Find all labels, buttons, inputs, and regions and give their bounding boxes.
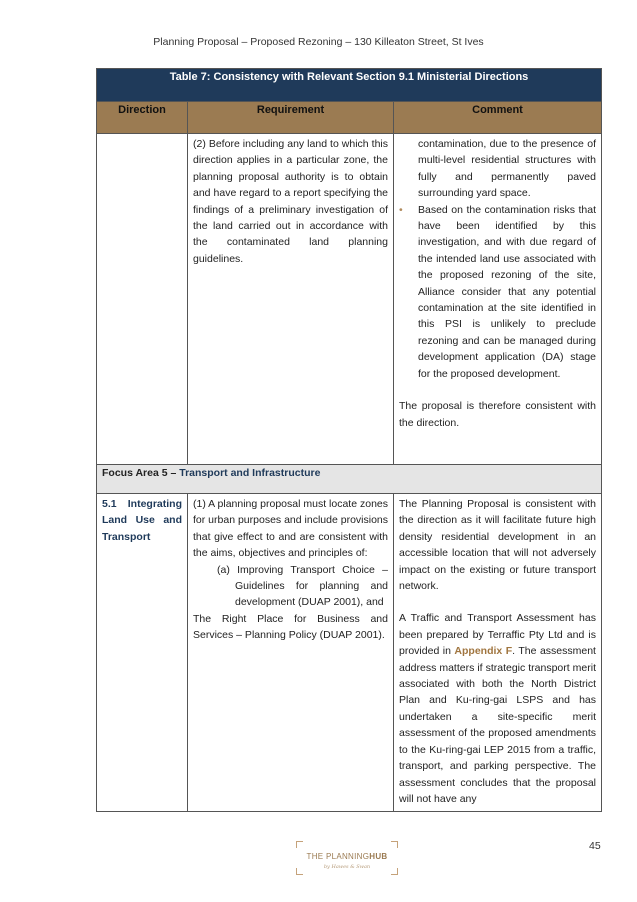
focus-area-heading: Focus Area 5 – Transport and Infrastructure [97, 465, 602, 494]
comment-cell [394, 134, 602, 465]
table-row [97, 494, 602, 812]
page-number: 45 [589, 840, 601, 852]
direction-cell: 5.1 Integrating Land Use and Transport [97, 494, 188, 812]
bullet-icon: • [399, 203, 403, 216]
requirement-intro: (1) A planning proposal must locate zones for urban purposes and include provisions that give effect to and are consistent with the aims, objectives and principles of: [193, 498, 388, 560]
comment-paragraph-2: A Traffic and Transport Assessment has been prepared by Terraffic Pty Ltd and is provided in Appendix F. The assessment address matters if strategic transport merit associated with both the North District Plan and Ku-ring-gai LSPS and has undertaken a site-specific merit assessment of the proposed amendments to the Ku-ring-gai LEP 2015 from a traffic, transport, and parking perspective. The assessment concludes that the proposal will not have any [399, 612, 596, 805]
focus-area-row [97, 465, 602, 494]
page-header: Planning Proposal – Proposed Rezoning – 130 Killeaton Street, St Ives [153, 36, 484, 48]
comment-continued: contamination, due to the presence of multi-level residential structures with fully and permanently paved surrounding yard space. [418, 138, 596, 200]
table-row [97, 134, 602, 465]
comment-bullet: • Based on the contamination risks that have been identified by this investigation, and with due regard of the intended land use associated with the proposed rezoning of the site, Alliance consider that any potential contamination at the site identified in this PSI is unlikely to preclude rezoning and can be managed during development application (DA) stage for the proposed development. [399, 203, 596, 380]
column-header-comment: Comment [394, 102, 602, 134]
requirement-cell: (2) Before including any land to which this direction applies in a particular zone, the planning proposal authority is to obtain and have regard to a report specifying the findings of a preliminary investigation of the land carried out in accordance with the contaminated land planning guidelines. [188, 134, 394, 465]
requirement-item-a: (a) Improving Transport Choice – Guidelines for planning and development (DUAP 2001), and [217, 563, 388, 609]
direction-cell [97, 134, 188, 465]
logo-wordmark: THE PLANNINGHUB [306, 852, 388, 861]
requirement-tail: The Right Place for Business and Services – Planning Policy (DUAP 2001). [193, 612, 388, 642]
comment-paragraph-1: The Planning Proposal is consistent with the direction as it will facilitate future high density residential development in an accessible location that will not adversely impact on the existing or future transport network. [399, 498, 596, 593]
column-header-requirement: Requirement [188, 102, 394, 134]
comment-conclusion: The proposal is therefore consistent with the direction. [399, 400, 596, 429]
consistency-table [96, 68, 602, 812]
logo-tagline: by Hawes & Swan [323, 864, 371, 870]
column-header-direction: Direction [97, 102, 188, 134]
appendix-f-link[interactable]: Appendix F [454, 645, 513, 658]
comment-cell [394, 494, 602, 812]
requirement-cell [188, 494, 394, 812]
table-title: Table 7: Consistency with Relevant Section 9.1 Ministerial Directions [97, 69, 602, 102]
planning-hub-logo [296, 841, 398, 875]
